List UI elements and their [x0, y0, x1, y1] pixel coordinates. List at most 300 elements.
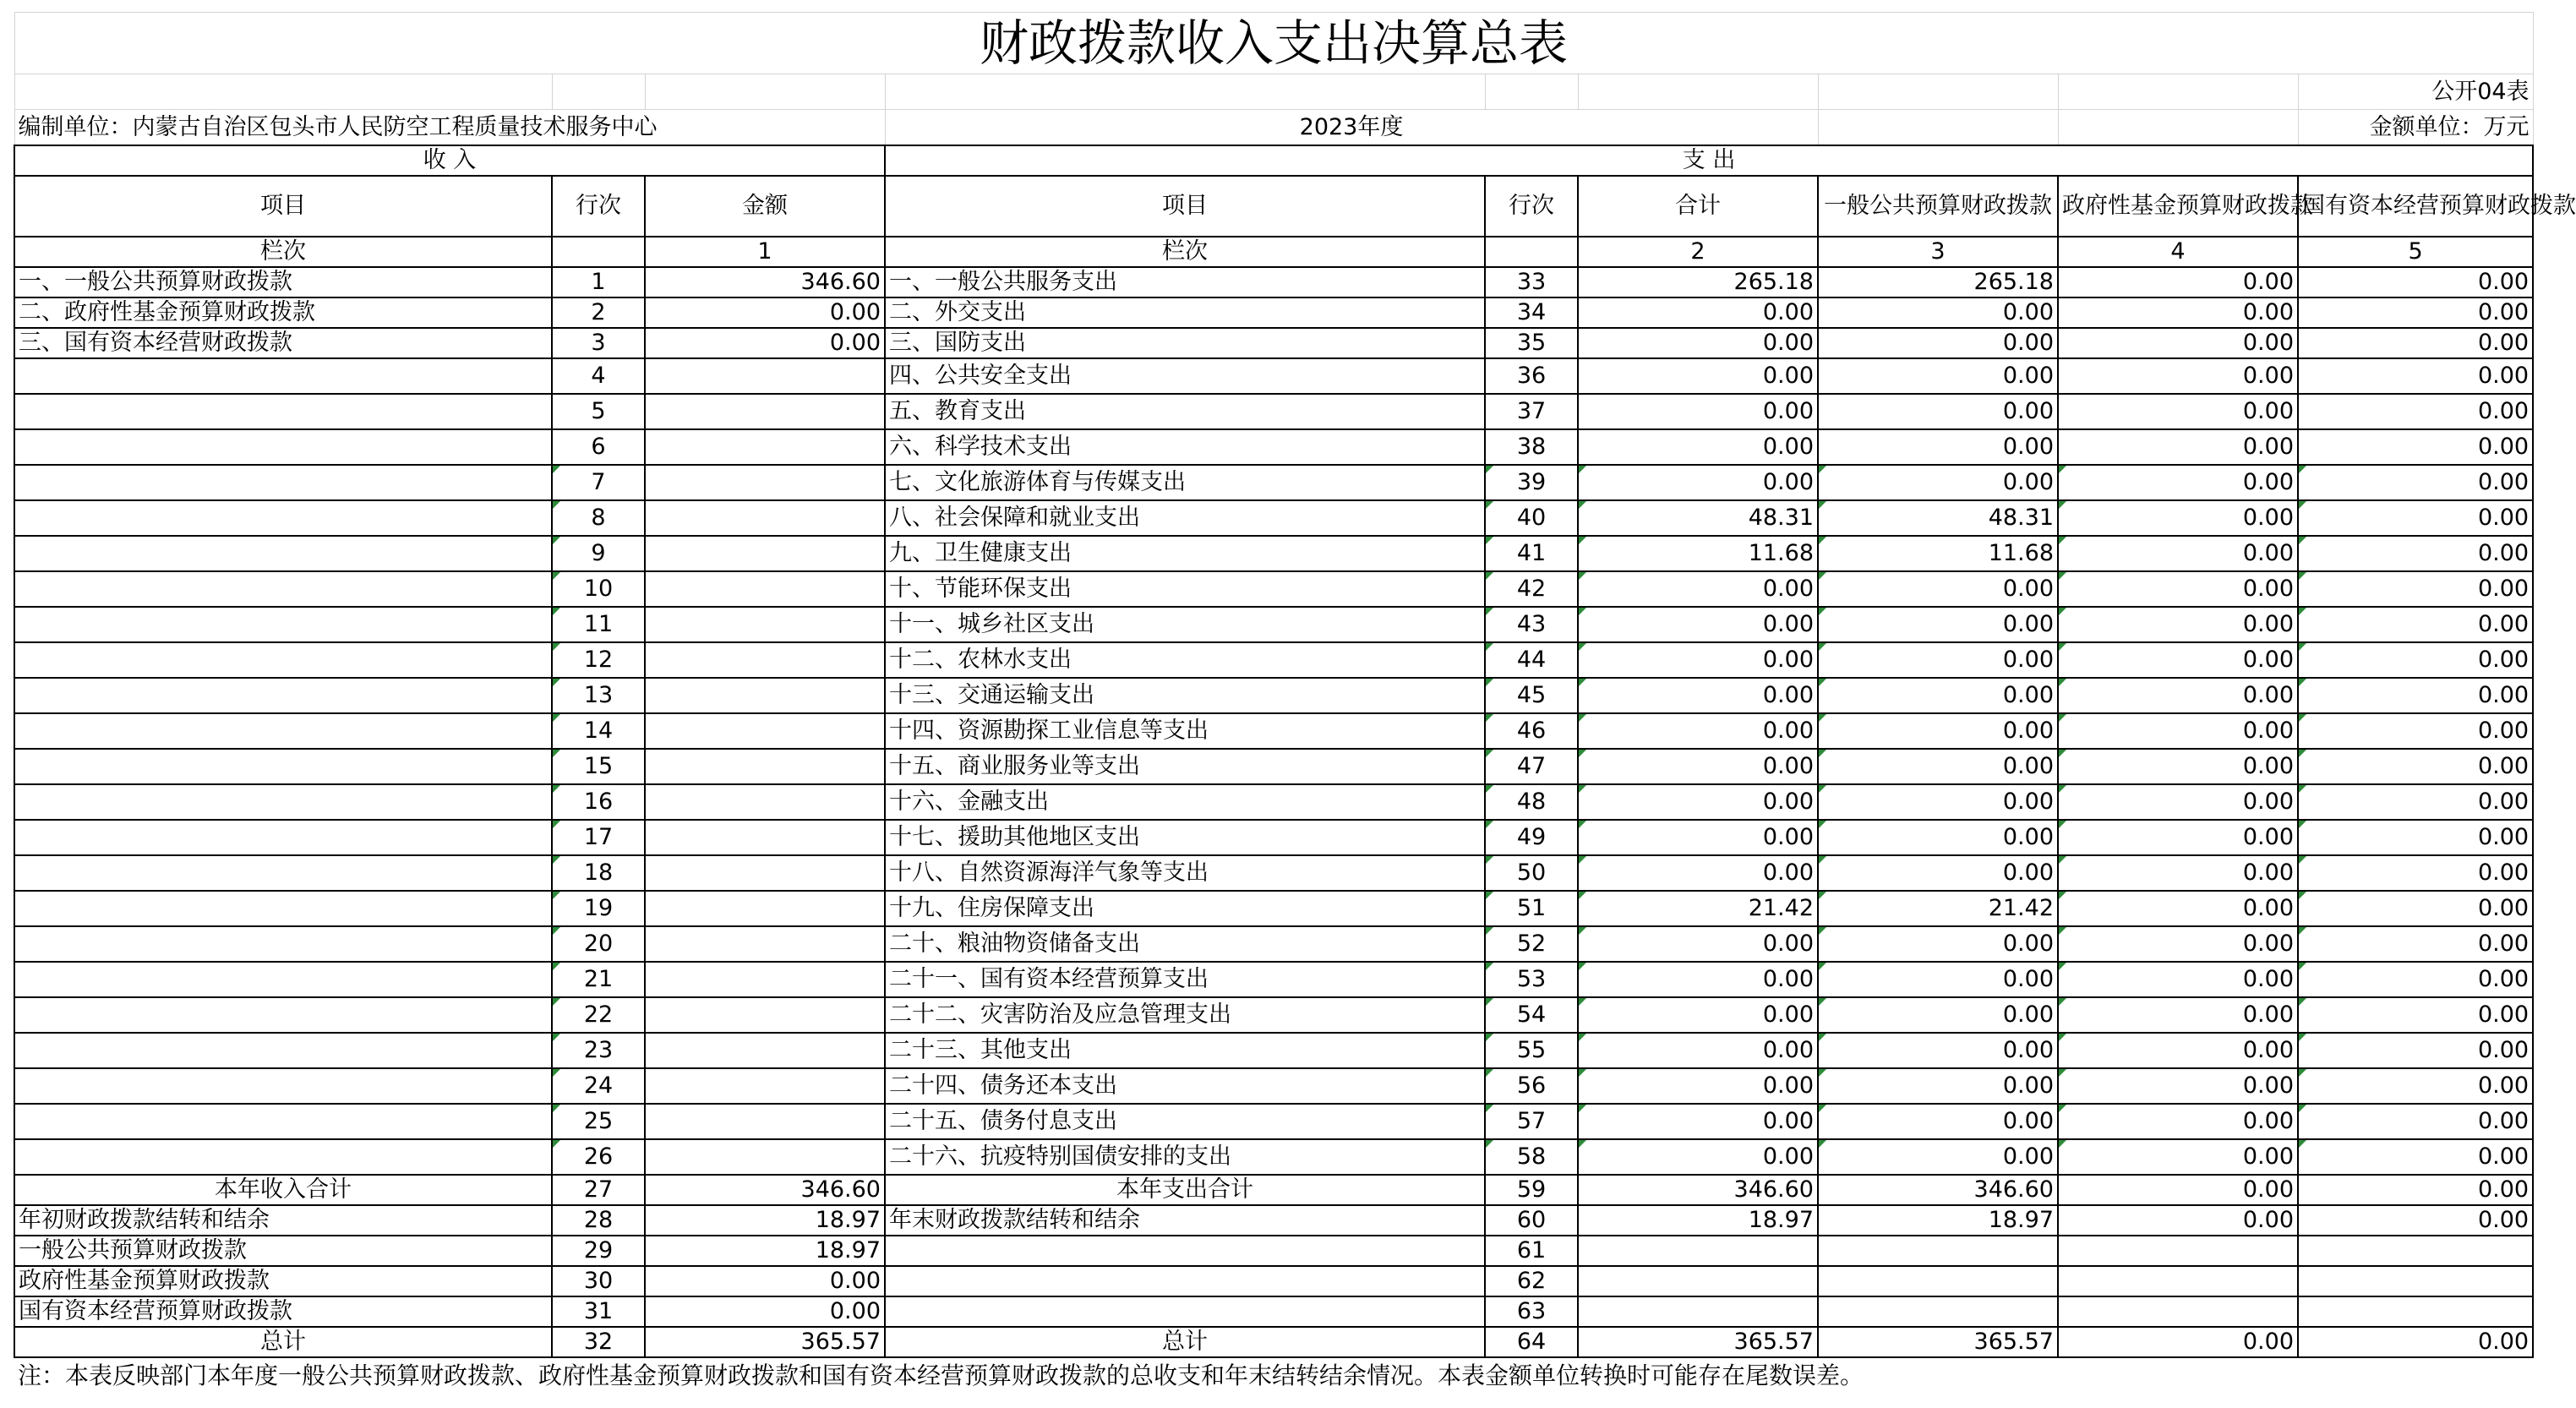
income-line-cell: 2 — [552, 297, 645, 328]
table-row — [14, 855, 2533, 891]
expense-total-cell: 0.00 — [1578, 394, 1818, 429]
column-index-2: 2 — [1578, 237, 1818, 267]
state-capital-cell — [2298, 1236, 2533, 1266]
table-row — [14, 749, 2533, 784]
expense-item-cell: 二十四、债务还本支出 — [885, 1068, 1485, 1104]
income-amount-cell — [645, 749, 885, 784]
expense-total-cell — [1578, 1296, 1818, 1327]
general-budget-cell: 0.00 — [1818, 571, 2058, 607]
compiling-unit: 编制单位：内蒙古自治区包头市人民防空工程质量技术服务中心 — [14, 110, 885, 145]
page-title: 财政拨款收入支出决算总表 — [14, 13, 2533, 74]
expense-item-cell: 八、社会保障和就业支出 — [885, 500, 1485, 536]
expense-line-cell: 36 — [1485, 358, 1578, 394]
general-budget-cell: 11.68 — [1818, 536, 2058, 571]
table-row — [14, 1068, 2533, 1104]
fund-budget-cell: 0.00 — [2058, 465, 2298, 500]
income-item-cell: 一般公共预算财政拨款 — [14, 1236, 552, 1266]
table-row — [14, 1296, 2533, 1327]
expense-total-cell: 0.00 — [1578, 855, 1818, 891]
income-item-cell — [14, 926, 552, 962]
col-header-income-line: 行次 — [552, 176, 645, 237]
general-budget-cell: 21.42 — [1818, 891, 2058, 926]
table-row — [14, 1327, 2533, 1357]
general-budget-cell: 0.00 — [1818, 820, 2058, 855]
general-budget-cell: 0.00 — [1818, 607, 2058, 642]
income-item-cell — [14, 571, 552, 607]
expense-line-cell: 51 — [1485, 891, 1578, 926]
fund-budget-cell: 0.00 — [2058, 678, 2298, 713]
expense-line-cell: 57 — [1485, 1104, 1578, 1139]
income-line-cell: 4 — [552, 358, 645, 394]
income-item-cell — [14, 855, 552, 891]
state-capital-cell: 0.00 — [2298, 1104, 2533, 1139]
fund-budget-cell: 0.00 — [2058, 1104, 2298, 1139]
income-amount-cell — [645, 1139, 885, 1175]
income-line-cell: 32 — [552, 1327, 645, 1357]
income-amount-cell — [645, 926, 885, 962]
expense-item-cell: 十、节能环保支出 — [885, 571, 1485, 607]
income-item-cell — [14, 891, 552, 926]
income-line-cell: 19 — [552, 891, 645, 926]
income-line-cell: 27 — [552, 1175, 645, 1205]
expense-line-cell: 41 — [1485, 536, 1578, 571]
expense-total-cell: 0.00 — [1578, 465, 1818, 500]
table-row — [14, 1205, 2533, 1236]
fund-budget-cell: 0.00 — [2058, 571, 2298, 607]
table-row — [14, 1175, 2533, 1205]
income-item-cell: 总计 — [14, 1327, 552, 1357]
expense-item-cell: 十八、自然资源海洋气象等支出 — [885, 855, 1485, 891]
expense-total-cell: 0.00 — [1578, 784, 1818, 820]
amount-unit: 金额单位：万元 — [2298, 110, 2533, 145]
general-budget-cell: 0.00 — [1818, 855, 2058, 891]
expense-total-cell — [1578, 1266, 1818, 1296]
expense-total-cell: 11.68 — [1578, 536, 1818, 571]
general-budget-cell: 0.00 — [1818, 1033, 2058, 1068]
expense-item-cell: 本年支出合计 — [885, 1175, 1485, 1205]
expense-total-cell: 0.00 — [1578, 1033, 1818, 1068]
income-item-cell — [14, 1033, 552, 1068]
expense-line-cell: 53 — [1485, 962, 1578, 997]
fund-budget-cell: 0.00 — [2058, 607, 2298, 642]
state-capital-cell: 0.00 — [2298, 429, 2533, 465]
table-row — [14, 297, 2533, 328]
state-capital-cell: 0.00 — [2298, 1139, 2533, 1175]
income-amount-cell — [645, 571, 885, 607]
general-budget-cell — [1818, 1296, 2058, 1327]
fund-budget-cell — [2058, 1296, 2298, 1327]
fund-budget-cell: 0.00 — [2058, 536, 2298, 571]
expense-line-cell: 60 — [1485, 1205, 1578, 1236]
expense-line-cell: 34 — [1485, 297, 1578, 328]
income-line-cell: 23 — [552, 1033, 645, 1068]
expense-total-cell: 48.31 — [1578, 500, 1818, 536]
expense-total-cell: 21.42 — [1578, 891, 1818, 926]
fund-budget-cell: 0.00 — [2058, 394, 2298, 429]
expense-line-cell: 56 — [1485, 1068, 1578, 1104]
income-amount-cell: 0.00 — [645, 1296, 885, 1327]
income-amount-cell: 0.00 — [645, 297, 885, 328]
expense-line-cell: 47 — [1485, 749, 1578, 784]
income-line-cell: 11 — [552, 607, 645, 642]
expense-total-cell: 0.00 — [1578, 1068, 1818, 1104]
income-line-cell: 28 — [552, 1205, 645, 1236]
state-capital-cell — [2298, 1296, 2533, 1327]
expense-line-cell: 40 — [1485, 500, 1578, 536]
expense-line-cell: 44 — [1485, 642, 1578, 678]
income-item-cell — [14, 678, 552, 713]
table-row — [14, 891, 2533, 926]
expense-item-cell: 二十五、债务付息支出 — [885, 1104, 1485, 1139]
state-capital-cell: 0.00 — [2298, 749, 2533, 784]
state-capital-cell: 0.00 — [2298, 1175, 2533, 1205]
col-header-expense-line: 行次 — [1485, 176, 1578, 237]
income-line-cell: 25 — [552, 1104, 645, 1139]
expense-item-cell: 总计 — [885, 1327, 1485, 1357]
income-amount-cell — [645, 1033, 885, 1068]
income-item-cell — [14, 749, 552, 784]
income-item-cell — [14, 962, 552, 997]
expense-item-cell: 十六、金融支出 — [885, 784, 1485, 820]
income-line-cell: 13 — [552, 678, 645, 713]
income-line-cell: 29 — [552, 1236, 645, 1266]
table-row — [14, 820, 2533, 855]
income-amount-cell — [645, 642, 885, 678]
income-line-cell: 17 — [552, 820, 645, 855]
state-capital-cell: 0.00 — [2298, 642, 2533, 678]
report-year: 2023年度 — [885, 110, 1818, 145]
table-row — [14, 429, 2533, 465]
expense-line-cell: 64 — [1485, 1327, 1578, 1357]
expense-item-cell: 二十、粮油物资储备支出 — [885, 926, 1485, 962]
income-line-cell: 18 — [552, 855, 645, 891]
income-line-cell: 16 — [552, 784, 645, 820]
column-index-label-expense: 栏次 — [885, 237, 1485, 267]
state-capital-cell: 0.00 — [2298, 536, 2533, 571]
fund-budget-cell: 0.00 — [2058, 1068, 2298, 1104]
income-amount-cell: 0.00 — [645, 328, 885, 358]
state-capital-cell: 0.00 — [2298, 571, 2533, 607]
expense-item-cell: 二十六、抗疫特别国债安排的支出 — [885, 1139, 1485, 1175]
income-item-cell: 二、政府性基金预算财政拨款 — [14, 297, 552, 328]
fund-budget-cell — [2058, 1266, 2298, 1296]
expense-line-cell: 62 — [1485, 1266, 1578, 1296]
income-amount-cell: 365.57 — [645, 1327, 885, 1357]
table-row — [14, 607, 2533, 642]
fund-budget-cell: 0.00 — [2058, 297, 2298, 328]
expense-line-cell: 39 — [1485, 465, 1578, 500]
expense-total-cell: 0.00 — [1578, 926, 1818, 962]
expense-line-cell: 46 — [1485, 713, 1578, 749]
general-budget-cell — [1818, 1266, 2058, 1296]
fund-budget-cell — [2058, 1236, 2298, 1266]
income-item-cell — [14, 1068, 552, 1104]
income-item-cell — [14, 429, 552, 465]
income-line-cell: 26 — [552, 1139, 645, 1175]
general-budget-cell: 18.97 — [1818, 1205, 2058, 1236]
column-index-4: 4 — [2058, 237, 2298, 267]
income-amount-cell — [645, 855, 885, 891]
income-line-cell: 8 — [552, 500, 645, 536]
income-amount-cell — [645, 891, 885, 926]
expense-line-cell: 43 — [1485, 607, 1578, 642]
expense-item-cell: 七、文化旅游体育与传媒支出 — [885, 465, 1485, 500]
expense-item-cell: 十五、商业服务业等支出 — [885, 749, 1485, 784]
table-row — [14, 1139, 2533, 1175]
state-capital-cell: 0.00 — [2298, 713, 2533, 749]
income-item-cell: 本年收入合计 — [14, 1175, 552, 1205]
table-row — [14, 1266, 2533, 1296]
state-capital-cell: 0.00 — [2298, 1327, 2533, 1357]
expense-total-cell: 0.00 — [1578, 820, 1818, 855]
income-line-cell: 24 — [552, 1068, 645, 1104]
general-budget-cell: 0.00 — [1818, 465, 2058, 500]
income-line-cell: 22 — [552, 997, 645, 1033]
general-budget-cell: 0.00 — [1818, 297, 2058, 328]
state-capital-cell — [2298, 1266, 2533, 1296]
expense-total-cell: 0.00 — [1578, 962, 1818, 997]
fund-budget-cell: 0.00 — [2058, 642, 2298, 678]
expense-total-cell: 0.00 — [1578, 429, 1818, 465]
table-row — [14, 713, 2533, 749]
expense-total-cell: 365.57 — [1578, 1327, 1818, 1357]
expense-total-cell: 0.00 — [1578, 642, 1818, 678]
income-amount-cell — [645, 820, 885, 855]
expense-item-cell: 十七、援助其他地区支出 — [885, 820, 1485, 855]
fund-budget-cell: 0.00 — [2058, 500, 2298, 536]
expense-item-cell: 十一、城乡社区支出 — [885, 607, 1485, 642]
report-table — [14, 12, 2576, 1394]
table-row — [14, 962, 2533, 997]
income-line-cell: 15 — [552, 749, 645, 784]
income-line-cell: 31 — [552, 1296, 645, 1327]
expense-total-cell — [1578, 1236, 1818, 1266]
income-amount-cell — [645, 713, 885, 749]
state-capital-cell: 0.00 — [2298, 328, 2533, 358]
state-capital-cell: 0.00 — [2298, 784, 2533, 820]
expense-line-cell: 55 — [1485, 1033, 1578, 1068]
income-item-cell: 政府性基金预算财政拨款 — [14, 1266, 552, 1296]
income-item-cell: 国有资本经营预算财政拨款 — [14, 1296, 552, 1327]
expense-line-cell: 54 — [1485, 997, 1578, 1033]
expense-line-cell: 50 — [1485, 855, 1578, 891]
col-header-income-item: 项目 — [14, 176, 552, 237]
expense-item-cell: 六、科学技术支出 — [885, 429, 1485, 465]
col-header-total: 合计 — [1578, 176, 1818, 237]
expense-line-cell: 49 — [1485, 820, 1578, 855]
fund-budget-cell: 0.00 — [2058, 1327, 2298, 1357]
expense-item-cell: 十九、住房保障支出 — [885, 891, 1485, 926]
income-item-cell — [14, 394, 552, 429]
col-header-general-budget: 一般公共预算财政拨款 — [1818, 176, 2058, 237]
table-row — [14, 642, 2533, 678]
income-line-cell: 6 — [552, 429, 645, 465]
income-amount-cell — [645, 465, 885, 500]
table-row — [14, 536, 2533, 571]
expense-item-cell — [885, 1236, 1485, 1266]
expense-total-cell: 0.00 — [1578, 297, 1818, 328]
income-amount-cell: 0.00 — [645, 1266, 885, 1296]
expense-total-cell: 0.00 — [1578, 328, 1818, 358]
fund-budget-cell: 0.00 — [2058, 1175, 2298, 1205]
general-budget-cell: 48.31 — [1818, 500, 2058, 536]
column-index-5: 5 — [2298, 237, 2533, 267]
general-budget-cell: 0.00 — [1818, 394, 2058, 429]
income-item-cell: 一、一般公共预算财政拨款 — [14, 267, 552, 297]
state-capital-cell: 0.00 — [2298, 1033, 2533, 1068]
expense-item-cell: 一、一般公共服务支出 — [885, 267, 1485, 297]
general-budget-cell: 0.00 — [1818, 358, 2058, 394]
expense-section-header: 支 出 — [885, 145, 2533, 176]
income-line-cell: 3 — [552, 328, 645, 358]
expense-total-cell: 0.00 — [1578, 1139, 1818, 1175]
state-capital-cell: 0.00 — [2298, 820, 2533, 855]
income-line-cell: 20 — [552, 926, 645, 962]
expense-item-cell — [885, 1296, 1485, 1327]
income-amount-cell — [645, 784, 885, 820]
table-row — [14, 500, 2533, 536]
income-item-cell — [14, 713, 552, 749]
expense-line-cell: 58 — [1485, 1139, 1578, 1175]
expense-line-cell: 37 — [1485, 394, 1578, 429]
fund-budget-cell: 0.00 — [2058, 429, 2298, 465]
expense-line-cell: 52 — [1485, 926, 1578, 962]
general-budget-cell: 0.00 — [1818, 713, 2058, 749]
expense-item-cell: 四、公共安全支出 — [885, 358, 1485, 394]
fund-budget-cell: 0.00 — [2058, 358, 2298, 394]
expense-total-cell: 0.00 — [1578, 607, 1818, 642]
income-line-cell: 10 — [552, 571, 645, 607]
state-capital-cell: 0.00 — [2298, 607, 2533, 642]
expense-item-cell: 年末财政拨款结转和结余 — [885, 1205, 1485, 1236]
expense-total-cell: 265.18 — [1578, 267, 1818, 297]
expense-item-cell: 九、卫生健康支出 — [885, 536, 1485, 571]
income-amount-cell — [645, 1068, 885, 1104]
general-budget-cell: 0.00 — [1818, 749, 2058, 784]
income-line-cell: 5 — [552, 394, 645, 429]
income-line-cell: 14 — [552, 713, 645, 749]
column-index-3: 3 — [1818, 237, 2058, 267]
income-line-cell: 7 — [552, 465, 645, 500]
expense-total-cell: 0.00 — [1578, 358, 1818, 394]
expense-total-cell: 0.00 — [1578, 1104, 1818, 1139]
state-capital-cell: 0.00 — [2298, 267, 2533, 297]
spreadsheet — [14, 12, 2576, 1394]
expense-item-cell: 十四、资源勘探工业信息等支出 — [885, 713, 1485, 749]
income-item-cell — [14, 820, 552, 855]
fund-budget-cell: 0.00 — [2058, 328, 2298, 358]
expense-total-cell: 0.00 — [1578, 997, 1818, 1033]
expense-line-cell: 48 — [1485, 784, 1578, 820]
general-budget-cell — [1818, 1236, 2058, 1266]
expense-item-cell: 五、教育支出 — [885, 394, 1485, 429]
state-capital-cell: 0.00 — [2298, 465, 2533, 500]
state-capital-cell: 0.00 — [2298, 855, 2533, 891]
expense-item-cell: 二十一、国有资本经营预算支出 — [885, 962, 1485, 997]
income-line-cell: 1 — [552, 267, 645, 297]
general-budget-cell: 0.00 — [1818, 429, 2058, 465]
table-row — [14, 328, 2533, 358]
expense-total-cell: 0.00 — [1578, 713, 1818, 749]
expense-total-cell: 0.00 — [1578, 571, 1818, 607]
income-item-cell — [14, 358, 552, 394]
fund-budget-cell: 0.00 — [2058, 820, 2298, 855]
state-capital-cell: 0.00 — [2298, 358, 2533, 394]
expense-line-cell: 33 — [1485, 267, 1578, 297]
column-index-label: 栏次 — [14, 237, 552, 267]
income-item-cell — [14, 642, 552, 678]
fund-budget-cell: 0.00 — [2058, 1205, 2298, 1236]
table-row — [14, 394, 2533, 429]
income-line-cell: 21 — [552, 962, 645, 997]
expense-line-cell: 61 — [1485, 1236, 1578, 1266]
expense-item-cell: 十三、交通运输支出 — [885, 678, 1485, 713]
income-item-cell — [14, 784, 552, 820]
expense-line-cell: 38 — [1485, 429, 1578, 465]
expense-total-cell: 18.97 — [1578, 1205, 1818, 1236]
column-index-1: 1 — [645, 237, 885, 267]
income-amount-cell: 18.97 — [645, 1205, 885, 1236]
general-budget-cell: 0.00 — [1818, 1139, 2058, 1175]
expense-total-cell: 0.00 — [1578, 678, 1818, 713]
general-budget-cell: 365.57 — [1818, 1327, 2058, 1357]
expense-item-cell: 二十三、其他支出 — [885, 1033, 1485, 1068]
general-budget-cell: 346.60 — [1818, 1175, 2058, 1205]
income-amount-cell: 346.60 — [645, 267, 885, 297]
state-capital-cell: 0.00 — [2298, 926, 2533, 962]
fund-budget-cell: 0.00 — [2058, 891, 2298, 926]
income-amount-cell — [645, 1104, 885, 1139]
fund-budget-cell: 0.00 — [2058, 267, 2298, 297]
general-budget-cell: 0.00 — [1818, 926, 2058, 962]
income-amount-cell — [645, 358, 885, 394]
state-capital-cell: 0.00 — [2298, 297, 2533, 328]
income-line-cell: 12 — [552, 642, 645, 678]
general-budget-cell: 0.00 — [1818, 997, 2058, 1033]
col-header-expense-item: 项目 — [885, 176, 1485, 237]
table-row — [14, 926, 2533, 962]
general-budget-cell: 0.00 — [1818, 784, 2058, 820]
income-amount-cell — [645, 962, 885, 997]
table-row — [14, 571, 2533, 607]
state-capital-cell: 0.00 — [2298, 997, 2533, 1033]
income-amount-cell — [645, 678, 885, 713]
general-budget-cell: 0.00 — [1818, 328, 2058, 358]
table-row — [14, 267, 2533, 297]
income-line-cell: 9 — [552, 536, 645, 571]
expense-total-cell: 346.60 — [1578, 1175, 1818, 1205]
income-item-cell — [14, 465, 552, 500]
table-row — [14, 1236, 2533, 1266]
table-footnote: 注：本表反映部门本年度一般公共预算财政拨款、政府性基金预算财政拨款和国有资本经营预算财政拨款的总收支和年末结转结余情况。本表金额单位转换时可能存在尾数误差。 — [18, 1362, 1864, 1389]
expense-line-cell: 42 — [1485, 571, 1578, 607]
general-budget-cell: 265.18 — [1818, 267, 2058, 297]
table-row — [14, 1033, 2533, 1068]
fund-budget-cell: 0.00 — [2058, 749, 2298, 784]
income-item-cell — [14, 1104, 552, 1139]
income-item-cell — [14, 997, 552, 1033]
state-capital-cell: 0.00 — [2298, 394, 2533, 429]
general-budget-cell: 0.00 — [1818, 1068, 2058, 1104]
table-row — [14, 678, 2533, 713]
income-item-cell — [14, 536, 552, 571]
income-amount-cell — [645, 997, 885, 1033]
expense-line-cell: 63 — [1485, 1296, 1578, 1327]
general-budget-cell: 0.00 — [1818, 642, 2058, 678]
general-budget-cell: 0.00 — [1818, 962, 2058, 997]
state-capital-cell: 0.00 — [2298, 1068, 2533, 1104]
state-capital-cell: 0.00 — [2298, 678, 2533, 713]
